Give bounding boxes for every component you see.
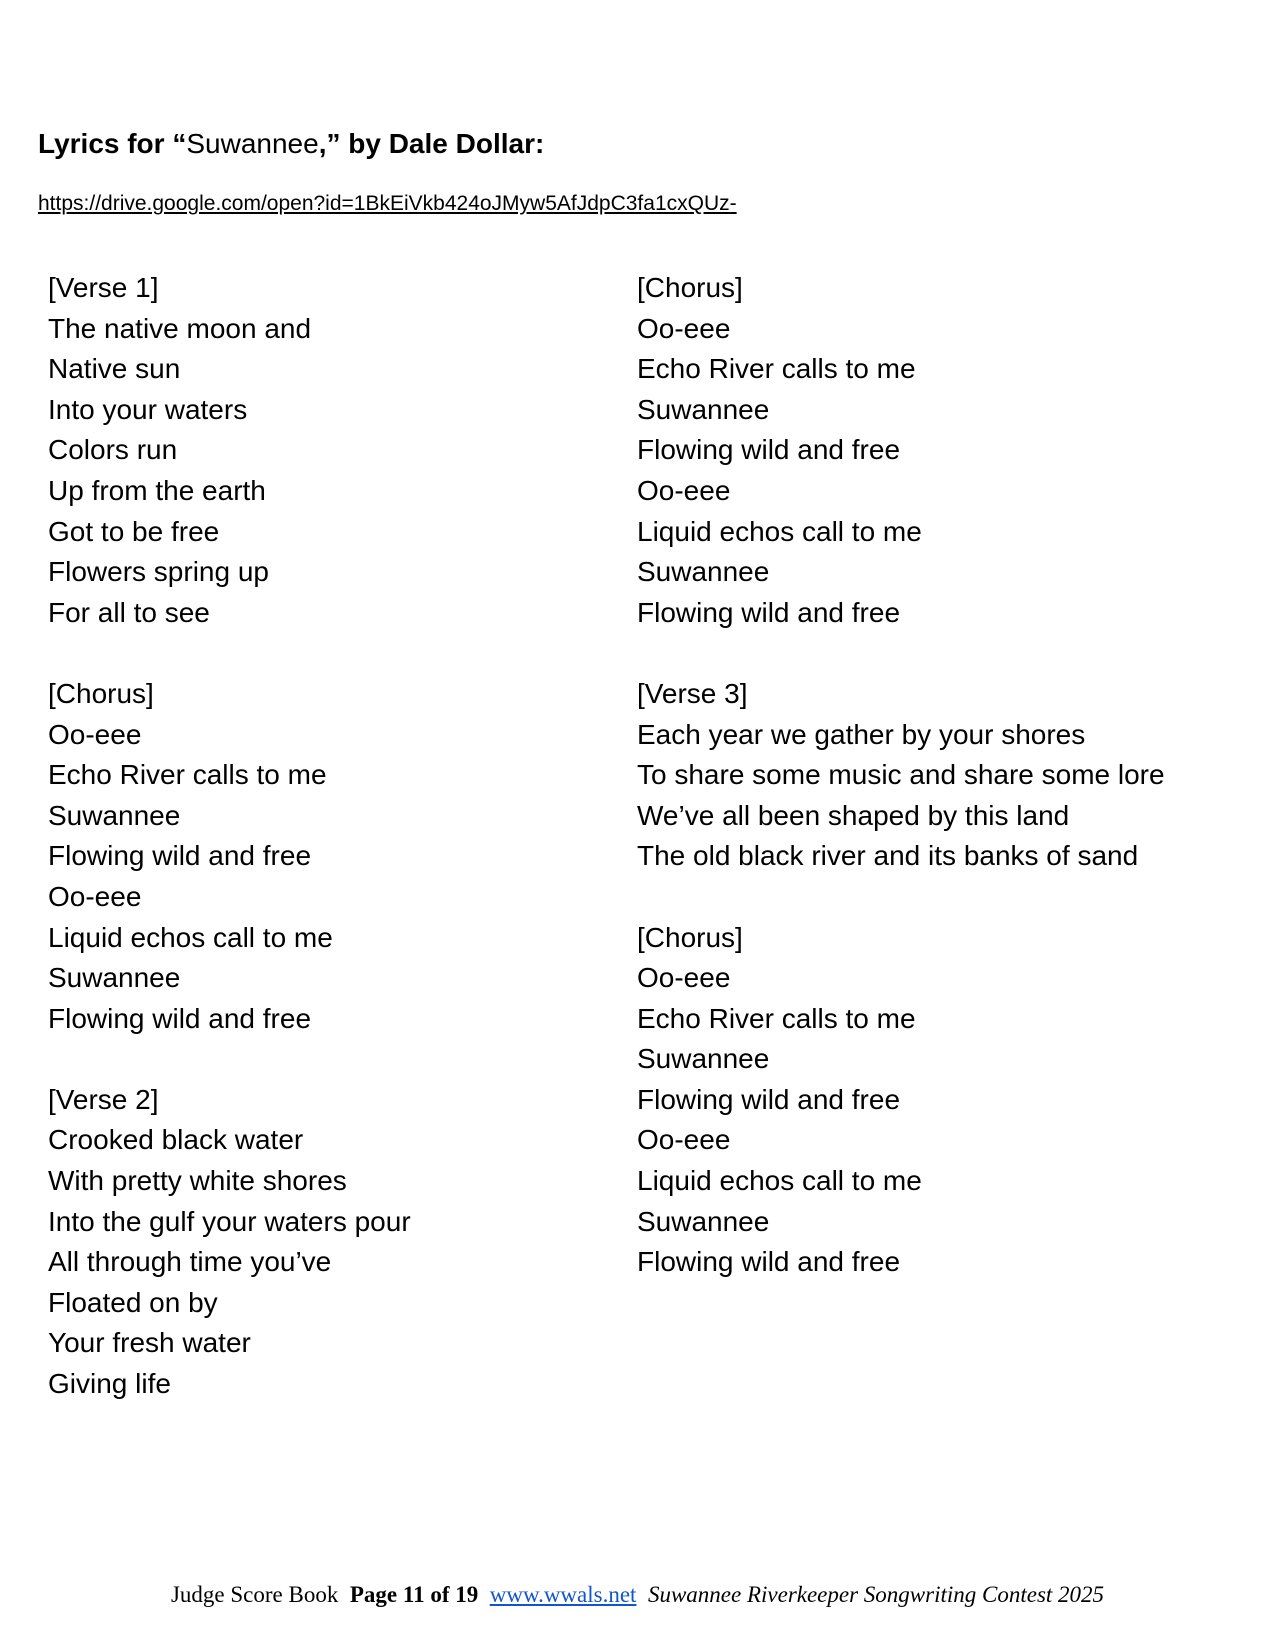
- lyric-line: Up from the earth: [48, 474, 266, 506]
- lyric-line: Colors run: [48, 434, 178, 466]
- footer-site-link[interactable]: www.wwals.net: [489, 1582, 637, 1607]
- stanza-label: [Chorus]: [637, 921, 743, 953]
- lyric-line: Echo River calls to me: [637, 1002, 916, 1034]
- lyric-line: Native sun: [48, 353, 181, 385]
- lyric-line: We’ve all been shaped by this land: [637, 799, 1070, 831]
- lyric-line: Oo-eee: [637, 474, 731, 506]
- footer-page-number: Page 11 of 19: [349, 1582, 479, 1607]
- lyric-line: The native moon and: [48, 312, 312, 344]
- song-title: Suwannee: [186, 128, 319, 159]
- lyric-line: With pretty white shores: [48, 1165, 347, 1197]
- stanza: [48, 674, 411, 1039]
- lyric-line: Flowing wild and free: [48, 840, 312, 872]
- lyric-line: Echo River calls to me: [48, 759, 327, 791]
- lyric-line: Flowers spring up: [48, 556, 269, 588]
- lyric-line: Oo-eee: [637, 1124, 731, 1156]
- lyric-line: Flowing wild and free: [637, 596, 901, 628]
- stanza: [637, 918, 1165, 1283]
- lyrics-column-right: [637, 268, 1165, 1323]
- stanza: [48, 1080, 411, 1405]
- lyric-line: Oo-eee: [637, 312, 731, 344]
- lyric-line: Suwannee: [48, 962, 181, 994]
- lyric-line: Liquid echos call to me: [48, 921, 333, 953]
- stanza-label: [Verse 1]: [48, 272, 159, 303]
- lyric-line: Suwannee: [637, 1205, 770, 1237]
- lyric-line: Into the gulf your waters pour: [48, 1205, 411, 1237]
- lyric-line: Giving life: [48, 1368, 171, 1400]
- lyric-line: Into your waters: [48, 393, 248, 425]
- lyric-line: Echo River calls to me: [637, 353, 916, 385]
- title-suffix: ,” by Dale Dollar:: [318, 128, 545, 159]
- lyrics-drive-link[interactable]: https://drive.google.com/open?id=1BkEiVkb424oJMyw5AfJdpC3fa1cxQUz-: [38, 192, 737, 215]
- stanza-label: [Verse 2]: [48, 1083, 159, 1115]
- lyric-line: Suwannee: [637, 556, 770, 588]
- lyric-line: Oo-eee: [637, 962, 731, 994]
- lyric-line: Suwannee: [48, 799, 181, 831]
- lyric-line: For all to see: [48, 596, 210, 628]
- lyric-line: Crooked black water: [48, 1124, 304, 1156]
- footer-book-label: Judge Score Book: [170, 1582, 339, 1607]
- lyric-line: Floated on by: [48, 1286, 218, 1318]
- lyric-line: Oo-eee: [48, 880, 142, 912]
- lyric-line: Suwannee: [637, 393, 770, 425]
- lyric-line: Oo-eee: [48, 718, 142, 750]
- lyrics-column-left: [48, 268, 411, 1445]
- lyric-line: To share some music and share some lore: [637, 759, 1165, 791]
- lyric-line: Liquid echos call to me: [637, 1165, 922, 1197]
- lyric-line: Your fresh water: [48, 1327, 251, 1359]
- stanza: [48, 268, 411, 633]
- lyric-line: Flowing wild and free: [637, 434, 901, 466]
- stanza-label: [Chorus]: [637, 272, 743, 303]
- stanza: [637, 674, 1165, 877]
- lyric-line: Flowing wild and free: [637, 1083, 901, 1115]
- stanza-label: [Chorus]: [48, 677, 154, 709]
- footer-contest-name: Suwannee Riverkeeper Songwriting Contest 2025: [647, 1582, 1105, 1607]
- lyric-line: All through time you’ve: [48, 1246, 332, 1278]
- lyric-line: Flowing wild and free: [637, 1246, 901, 1278]
- stanza-label: [Verse 3]: [637, 677, 748, 709]
- title-prefix: Lyrics for “: [38, 128, 187, 159]
- lyric-line: Each year we gather by your shores: [637, 718, 1086, 750]
- page-title: [38, 128, 544, 160]
- stanza: [637, 268, 1165, 633]
- lyric-line: Liquid echos call to me: [637, 515, 922, 547]
- lyric-line: Flowing wild and free: [48, 1002, 312, 1034]
- page-footer: [0, 1582, 1275, 1608]
- lyric-line: Got to be free: [48, 515, 220, 547]
- lyric-line: The old black river and its banks of sand: [637, 840, 1139, 872]
- lyric-line: Suwannee: [637, 1043, 770, 1075]
